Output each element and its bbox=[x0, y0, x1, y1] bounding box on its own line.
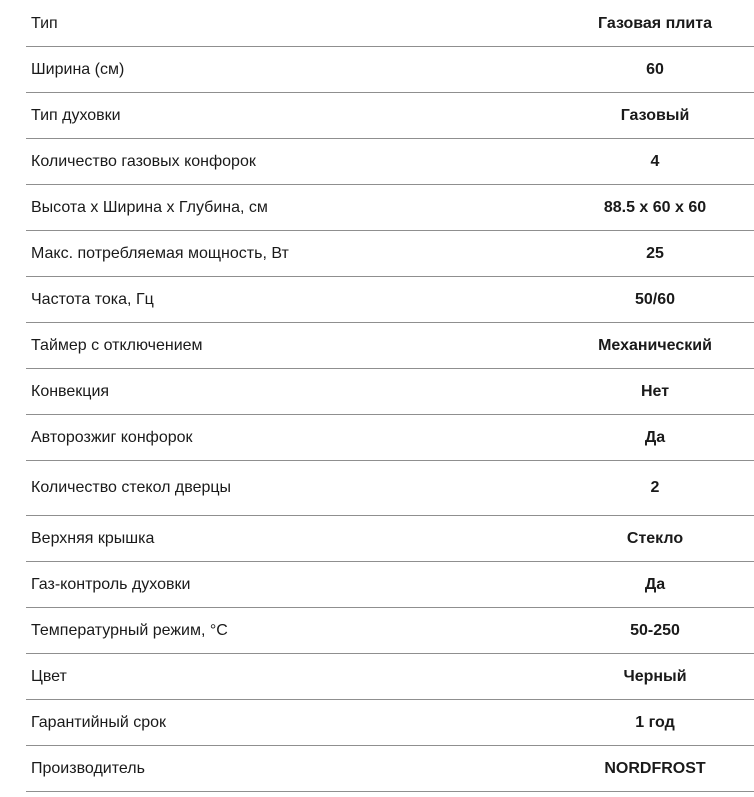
spec-row-color bbox=[26, 654, 754, 700]
spec-label: Температурный режим, °C bbox=[31, 621, 228, 639]
spec-value: 2 bbox=[650, 479, 660, 496]
spec-value: Нет bbox=[640, 382, 670, 400]
spec-label: Газ-контроль духовки bbox=[31, 575, 191, 593]
spec-row-warranty bbox=[26, 700, 754, 746]
spec-value: Газовый bbox=[620, 106, 690, 124]
spec-row-door-glass bbox=[26, 461, 754, 516]
spec-row-burners bbox=[26, 139, 754, 185]
spec-row-gas-control bbox=[26, 562, 754, 608]
spec-row-auto-ignition bbox=[26, 415, 754, 461]
spec-value: 4 bbox=[650, 152, 660, 170]
spec-value: 50-250 bbox=[630, 621, 680, 639]
spec-label: Количество газовых конфорок bbox=[31, 152, 256, 170]
spec-row-timer bbox=[26, 323, 754, 369]
spec-value: Газовая плита bbox=[598, 14, 712, 32]
spec-label: Высота х Ширина х Глубина, см bbox=[31, 198, 268, 216]
spec-value: Механический bbox=[598, 336, 712, 354]
spec-label: Количество стекол дверцы bbox=[31, 479, 232, 496]
spec-label: Ширина (см) bbox=[31, 60, 125, 78]
spec-value: Черный bbox=[623, 667, 687, 685]
spec-value: NORDFROST bbox=[604, 759, 706, 777]
spec-label: Гарантийный срок bbox=[31, 713, 167, 731]
spec-value: Стекло bbox=[626, 529, 684, 547]
spec-value: 50/60 bbox=[634, 290, 676, 308]
spec-row-convection bbox=[26, 369, 754, 415]
spec-row-manufacturer bbox=[26, 746, 754, 792]
spec-label: Макс. потребляемая мощность, Вт bbox=[31, 244, 289, 262]
spec-label: Таймер с отключением bbox=[31, 336, 203, 354]
spec-row-frequency bbox=[26, 277, 754, 323]
spec-row-type bbox=[26, 1, 754, 47]
spec-row-top-cover bbox=[26, 516, 754, 562]
spec-value: Да bbox=[644, 575, 666, 593]
spec-label: Верхняя крышка bbox=[31, 529, 155, 547]
spec-row-temperature bbox=[26, 608, 754, 654]
spec-value: 88.5 x 60 x 60 bbox=[603, 198, 707, 216]
spec-label: Конвекция bbox=[31, 382, 110, 400]
spec-label: Частота тока, Гц bbox=[31, 290, 154, 308]
spec-value: Да bbox=[644, 428, 666, 446]
spec-label: Тип духовки bbox=[31, 106, 121, 124]
spec-row-dimensions bbox=[26, 185, 754, 231]
spec-label: Цвет bbox=[31, 667, 67, 685]
spec-value: 25 bbox=[646, 244, 664, 262]
spec-value: 1 год bbox=[635, 713, 675, 731]
spec-label: Тип bbox=[31, 14, 58, 32]
spec-row-width bbox=[26, 47, 754, 93]
spec-label: Авторозжиг конфорок bbox=[31, 428, 193, 446]
spec-row-oven-type bbox=[26, 93, 754, 139]
spec-row-power bbox=[26, 231, 754, 277]
spec-value: 60 bbox=[646, 60, 664, 78]
spec-label: Производитель bbox=[31, 759, 145, 777]
